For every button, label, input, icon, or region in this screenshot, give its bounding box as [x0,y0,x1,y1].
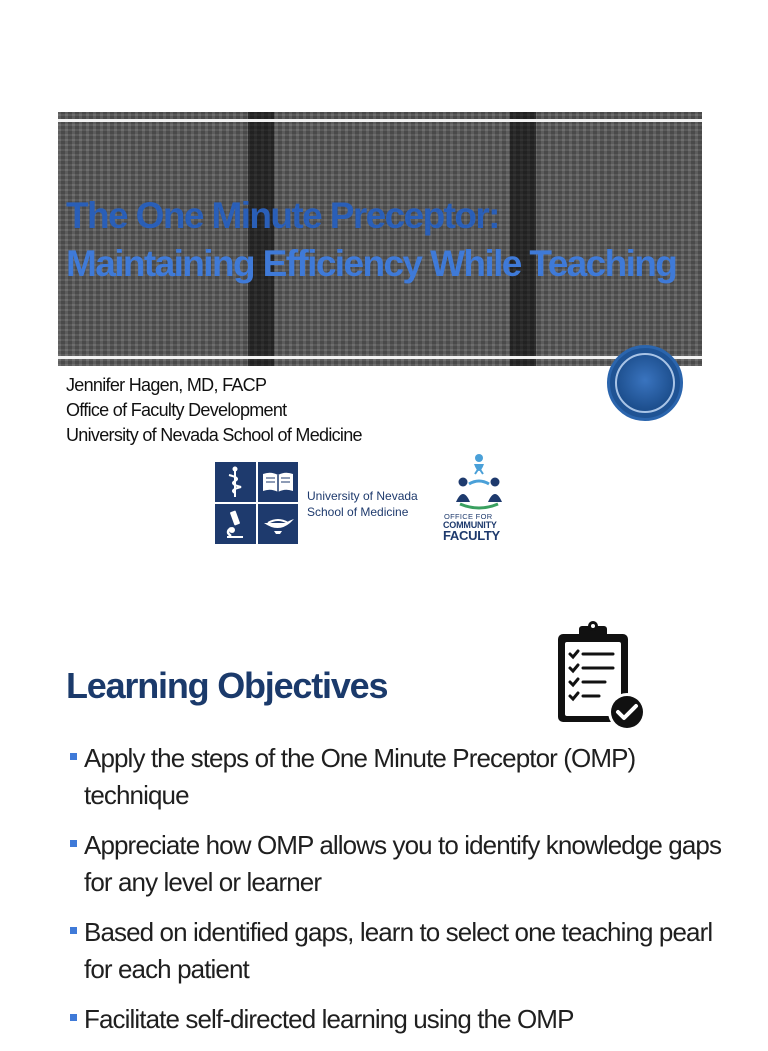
objective-text: Apply the steps of the One Minute Preceptor (OMP) technique [84,743,636,810]
community-people-icon [442,452,516,512]
bullet-marker-icon [70,753,77,760]
objective-text: Based on identified gaps, learn to select one teaching pearl for each patient [84,917,713,984]
objective-text: Facilitate self-directed learning using the OMP [84,1004,574,1034]
unr-logo-mark [215,462,298,544]
author-institution: University of Nevada School of Medicine [66,425,362,445]
author-office: Office of Faculty Development [66,400,287,420]
open-book-icon [258,462,299,502]
caduceus-icon [215,462,256,502]
bullet-marker-icon [70,927,77,934]
objective-text: Appreciate how OMP allows you to identify knowledge gaps for any level or learner [84,830,722,897]
objectives-list [66,740,726,1051]
clipboard-checklist-icon [553,620,649,734]
unr-logo-text [307,488,418,520]
university-seal-icon [607,345,683,421]
oil-lamp-icon [258,504,299,544]
unr-logo-line-2: School of Medicine [307,505,409,519]
unr-logo-line-1: University of Nevada [307,489,418,503]
ocf-logo-line-2: COMMUNITY [443,520,497,530]
objective-item [66,740,726,814]
objective-item [66,914,726,988]
presentation-title [66,192,676,288]
bullet-marker-icon [70,1014,77,1021]
title-line-2: Maintaining Efficiency While Teaching [66,243,677,284]
ocf-logo-line-1: OFFICE FOR [444,512,493,521]
ocf-logo-line-3: FACULTY [443,528,500,543]
banner-bottom-rule [58,356,702,359]
title-line-1: The One Minute Preceptor: [66,195,499,236]
author-block [66,373,362,448]
author-name: Jennifer Hagen, MD, FACP [66,375,267,395]
objective-item [66,1001,726,1038]
bullet-marker-icon [70,840,77,847]
office-community-faculty-logo [442,452,516,546]
microscope-icon [215,504,256,544]
learning-objectives-heading: Learning Objectives [66,665,388,706]
banner-top-rule [58,119,702,122]
objective-item [66,827,726,901]
